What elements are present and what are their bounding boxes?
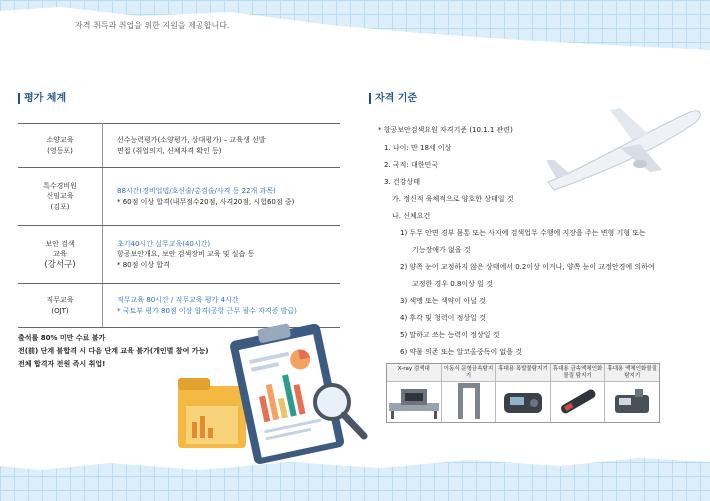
row-description: 직무교육 80시간 / 직무교육 평가 4시간 * 국토부 평가 80점 이상 합격(공항 근무 필수 자격증 발급) xyxy=(103,284,341,328)
table-row xyxy=(18,124,340,168)
list-item: 2) 양쪽 눈이 교정하지 않은 상태에서 0.2이상 이거나, 양쪽 눈이 교정안경에 의하여 xyxy=(400,263,655,271)
row-category: 특수경비원 신임교육 (김포) xyxy=(18,168,103,226)
row-category: 직무교육 (OJT) xyxy=(18,284,103,328)
row-highlight: 초기40시간 실무교육(40시간) xyxy=(117,239,211,248)
handheld-wand-icon xyxy=(551,381,605,421)
list-item: 2. 국적: 대한민국 xyxy=(384,161,439,169)
xray-machine-icon xyxy=(387,381,441,421)
explosive-detector-icon xyxy=(496,381,550,421)
list-item: 6) 약물 의존 또는 알코올중독이 없을 것 xyxy=(400,348,522,356)
row-description: 초기40시간 실무교육(40시간) 항공보안개요, 보안 검색장비 교육 및 실습 등 * 80점 이상 합격 xyxy=(103,226,341,284)
evaluation-table xyxy=(18,123,340,328)
intro-text: 자격 취득과 취업을 위한 지원을 제공합니다. xyxy=(75,21,230,30)
table-row xyxy=(18,168,340,226)
device-metal-liquid: 휴대용 금속액체인화물질 탐지기 xyxy=(551,364,606,422)
list-item: 5) 말하고 쓰는 능력이 정상일 것 xyxy=(400,331,500,339)
device-liquid: 휴대용 액체인화물질 탐지기 xyxy=(605,364,659,422)
list-item: 교정한 경우 0.8이상 일 것 xyxy=(412,280,493,288)
airplane-illustration xyxy=(540,100,705,195)
evaluation-title: 평가 체계 xyxy=(18,93,66,104)
row-highlight: 직무교육 80시간 / 직무교육 평가 4시간 xyxy=(117,296,239,304)
row-highlight: 88시간(경비업법/호신술/총검술/사격 등 22개 과목) xyxy=(117,187,276,195)
list-item: 나. 신체요건 xyxy=(392,212,431,220)
list-item: 기능장애가 없을 것 xyxy=(412,246,471,254)
list-item: 1) 두무 안면 경부 몸통 또는 사지에 검색업무 수행에 지장을 주는 변형 기형 또는 xyxy=(400,229,646,237)
device-explosive: 휴대용 폭발물탐지기 xyxy=(496,364,551,422)
evaluation-notes: 출석률 80% 미만 수료 불가 전(前) 단계 불합격 시 다음 단계 교육 불가(개인별 참여 가능) 전체 합격자 전원 즉시 취업! xyxy=(18,334,209,368)
device-walkthrough: 이동식 문형금속탐지기 xyxy=(442,364,497,422)
list-item: 3. 건강상태 xyxy=(384,178,420,186)
row-description: 88시간(경비업법/호신술/총검술/사격 등 22개 과목) * 60점 이상 합격(내무점수20점, 사격20점, 시험60점 중) xyxy=(103,168,341,226)
list-item: 3) 색맹 또는 색약이 아닐 것 xyxy=(400,297,486,305)
devices-strip xyxy=(386,363,660,423)
qualification-heading: * 항공보안검색요원 자격기준 (10.1.1 관련) xyxy=(378,126,513,134)
table-row xyxy=(18,226,340,284)
row-category: 소양교육 (영등포) xyxy=(18,124,103,168)
liquid-detector-icon xyxy=(605,381,659,421)
list-item: 4) 후각 및 청력이 정상일 것 xyxy=(400,314,486,322)
report-illustration xyxy=(172,318,382,468)
list-item: 가. 정신적 육체적으로 양호한 상태일 것 xyxy=(392,195,514,203)
metal-detector-gate-icon xyxy=(442,381,496,421)
list-item: 1. 나이: 만 18세 이상 xyxy=(384,144,452,152)
qualification-title: 자격 기준 xyxy=(369,93,417,104)
device-xray: X-ray 검색대 xyxy=(387,364,442,422)
row-description: 선수능력평가(소양평가, 상대평가) – 교육생 선발 면접 (취업의지, 신체자격 확인 등) xyxy=(103,124,341,168)
row-category: 보안 검색 교육 (강서구) xyxy=(18,226,103,284)
